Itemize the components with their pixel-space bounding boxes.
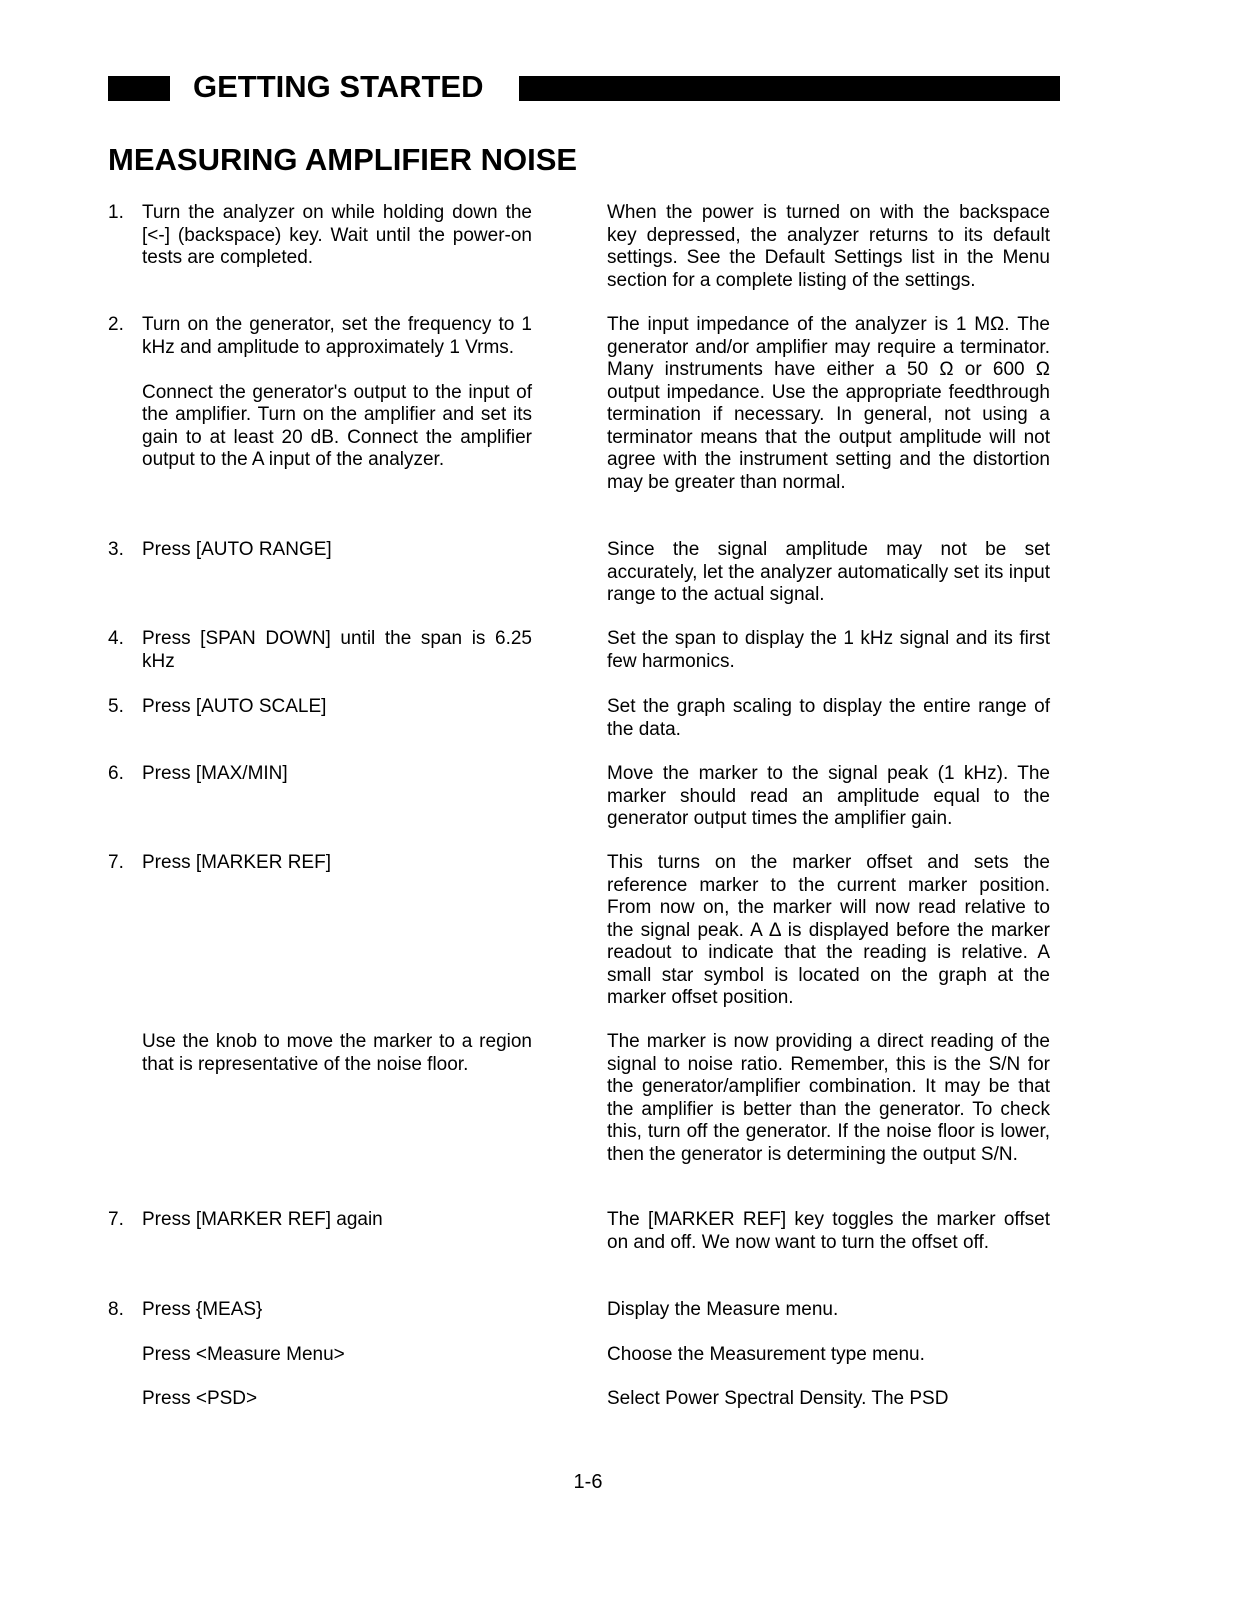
step-action-text: Turn the analyzer on while holding down the [<-] (backspace) key. Wait until the power-on tests are completed. <box>142 202 532 268</box>
step-action <box>142 314 532 472</box>
step-action-text: Press [MARKER REF] again <box>142 1209 383 1230</box>
page-number: 1-6 <box>573 1471 603 1493</box>
step-action <box>142 1031 532 1076</box>
step-action <box>142 696 532 719</box>
step-number: 2. <box>108 314 124 335</box>
step-row <box>108 763 1050 829</box>
step-action <box>142 852 532 875</box>
step-row <box>108 539 1050 605</box>
step-action-text: Press [SPAN DOWN] until the span is 6.25 kHz <box>142 628 532 672</box>
step-note: When the power is turned on with the backspace key depressed, the analyzer returns to its default settings. See the Default Settings list in the Menu section for a complete listing of the settings. <box>607 202 1050 291</box>
page-title: MEASURING AMPLIFIER NOISE <box>108 142 578 177</box>
step-action <box>142 763 532 786</box>
step-action <box>142 628 532 673</box>
section-title: GETTING STARTED <box>193 69 484 104</box>
step-row <box>108 1031 1050 1165</box>
step-action-text: Press [AUTO RANGE] <box>142 539 332 560</box>
step-action <box>142 1209 532 1232</box>
step-action <box>142 1388 532 1411</box>
step-note: The [MARKER REF] key toggles the marker offset on and off. We now want to turn the offset off. <box>607 1209 1050 1253</box>
step-number: 6. <box>108 763 124 784</box>
header-bar-left <box>108 76 170 101</box>
step-action-text: Press [MAX/MIN] <box>142 763 288 784</box>
step-number: 7. <box>108 852 124 873</box>
step-note: The input impedance of the analyzer is 1 MΩ. The generator and/or amplifier may require a terminator. Many instruments have either a 50 Ω or 600 Ω output impedance. Use the appropriate feedthrough termination if necessary. In general, not using a terminator means that the output amplitude will not agree with the instrument setting and the distortion may be greater than normal. <box>607 314 1050 493</box>
step-action <box>142 202 532 270</box>
step-note: This turns on the marker offset and sets the reference marker to the current marker position. From now on, the marker will now read relative to the signal peak. A Δ is displayed before the marker readout to indicate that the reading is relative. A small star symbol is located on the graph at the marker offset position. <box>607 852 1050 1008</box>
step-number: 1. <box>108 202 124 223</box>
step-action <box>142 1344 532 1367</box>
step-number: 4. <box>108 628 124 649</box>
step-row <box>108 628 1050 673</box>
step-note: Select Power Spectral Density. The PSD <box>607 1388 949 1409</box>
step-action-text: Turn on the generator, set the frequency to 1 kHz and amplitude to approximately 1 Vrms. <box>142 314 532 358</box>
step-action-text: Connect the generator's output to the input of the amplifier. Turn on the amplifier and set its gain to at least 20 dB. Connect the amplifier output to the A input of the analyzer. <box>142 381 532 470</box>
step-number: 5. <box>108 696 124 717</box>
step-note: Move the marker to the signal peak (1 kHz). The marker should read an amplitude equal to the generator output times the amplifier gain. <box>607 763 1050 829</box>
step-row <box>108 314 1050 493</box>
step-row <box>108 1299 1050 1322</box>
step-action <box>142 1299 532 1322</box>
step-number: 7. <box>108 1209 124 1230</box>
step-row <box>108 852 1050 1008</box>
step-action-text: Press {MEAS} <box>142 1299 263 1320</box>
step-note: Choose the Measurement type menu. <box>607 1344 925 1365</box>
step-note: Since the signal amplitude may not be set accurately, let the analyzer automatically set its input range to the actual signal. <box>607 539 1050 605</box>
step-note: The marker is now providing a direct reading of the signal to noise ratio. Remember, this is the S/N for the generator/amplifier combination. It may be that the amplifier is better than the generator. To check this, turn off the generator. If the noise floor is lower, then the generator is determining the output S/N. <box>607 1031 1050 1165</box>
step-row <box>108 1209 1050 1253</box>
step-action <box>142 539 532 562</box>
step-row <box>108 1344 1050 1367</box>
step-action-text: Press [MARKER REF] <box>142 852 331 873</box>
step-action-text: Use the knob to move the marker to a region that is representative of the noise floor. <box>142 1031 532 1075</box>
step-action-text: Press <PSD> <box>142 1388 258 1409</box>
header-bar-right <box>519 76 1060 101</box>
step-number: 8. <box>108 1299 124 1320</box>
step-row <box>108 202 1050 291</box>
step-row <box>108 696 1050 740</box>
step-note: Set the span to display the 1 kHz signal and its first few harmonics. <box>607 628 1050 672</box>
section-header <box>108 69 1060 106</box>
step-action-text: Press <Measure Menu> <box>142 1344 345 1365</box>
step-note: Display the Measure menu. <box>607 1299 839 1320</box>
step-number: 3. <box>108 539 124 560</box>
step-row <box>108 1388 1050 1411</box>
step-action-text: Press [AUTO SCALE] <box>142 696 327 717</box>
step-note: Set the graph scaling to display the entire range of the data. <box>607 696 1050 740</box>
